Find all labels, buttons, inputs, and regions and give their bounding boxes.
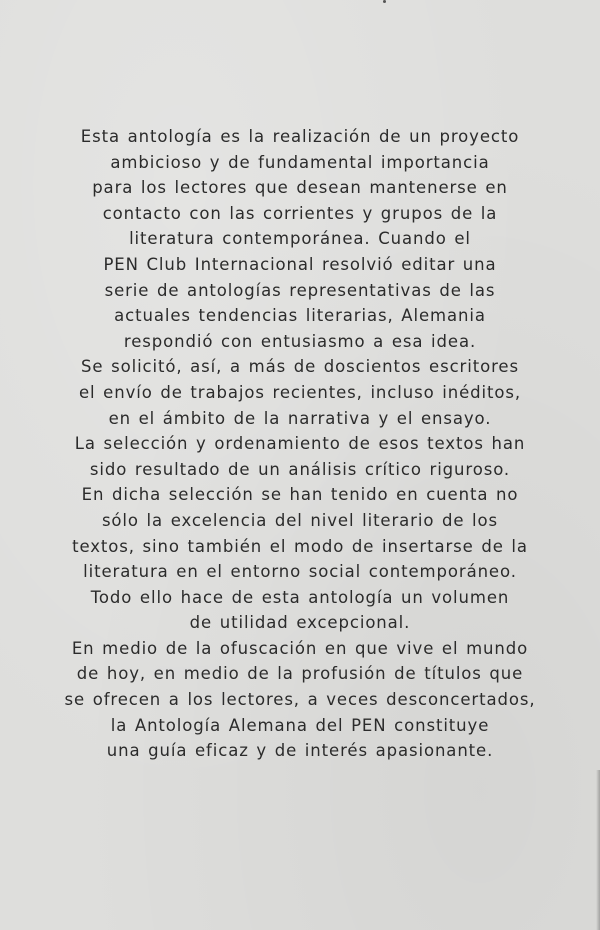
blurb-line: una guía eficaz y de interés apasionante. — [106, 741, 494, 761]
blurb-line: En dicha selección se han tenido en cuenta no — [81, 485, 519, 505]
blurb-line: literatura en el entorno social contemporáneo. — [83, 562, 517, 582]
blurb-line: contacto con las corrientes y grupos de la — [102, 203, 498, 223]
blurb-line: PEN Club Internacional resolvió editar una — [103, 254, 497, 274]
blurb-line: respondió con entusiasmo a esa idea. — [123, 331, 477, 351]
blurb-line: de hoy, en medio de la profusión de títulos que — [76, 664, 524, 684]
blurb-line: La selección y ordenamiento de esos textos han — [74, 434, 526, 454]
blurb-line: ambicioso y de fundamental importancia — [110, 152, 490, 172]
blurb-line: de utilidad excepcional. — [189, 613, 411, 633]
blurb-line: en el ámbito de la narrativa y el ensayo. — [108, 408, 492, 428]
scan-edge-shadow — [596, 770, 600, 930]
blurb-line: Todo ello hace de esta antología un volumen — [90, 587, 510, 607]
blurb-line: Esta antología es la realización de un proyecto — [80, 127, 520, 146]
blurb-line: En medio de la ofuscación en que vive el mundo — [71, 638, 529, 658]
blurb-line: textos, sino también el modo de insertarse de la — [72, 536, 528, 556]
blurb-line: sólo la excelencia del nivel literario de los — [101, 510, 499, 530]
back-cover-blurb — [40, 124, 560, 764]
blurb-line: serie de antologías representativas de las — [104, 280, 496, 300]
blurb-line: actuales tendencias literarias, Alemania — [114, 306, 486, 326]
blurb-line: para los lectores que desean mantenerse en — [92, 178, 508, 198]
blurb-line: se ofrecen a los lectores, a veces desconcertados, — [64, 690, 536, 710]
blurb-line: la Antología Alemana del PEN constituye — [110, 715, 490, 735]
ink-speck — [383, 0, 386, 3]
blurb-line: sido resultado de un análisis crítico riguroso. — [89, 459, 511, 479]
blurb-line: Se solicitó, así, a más de doscientos escritores — [81, 357, 519, 377]
blurb-line: el envío de trabajos recientes, incluso inéditos, — [78, 382, 521, 402]
blurb-line: literatura contemporánea. Cuando el — [129, 229, 471, 249]
